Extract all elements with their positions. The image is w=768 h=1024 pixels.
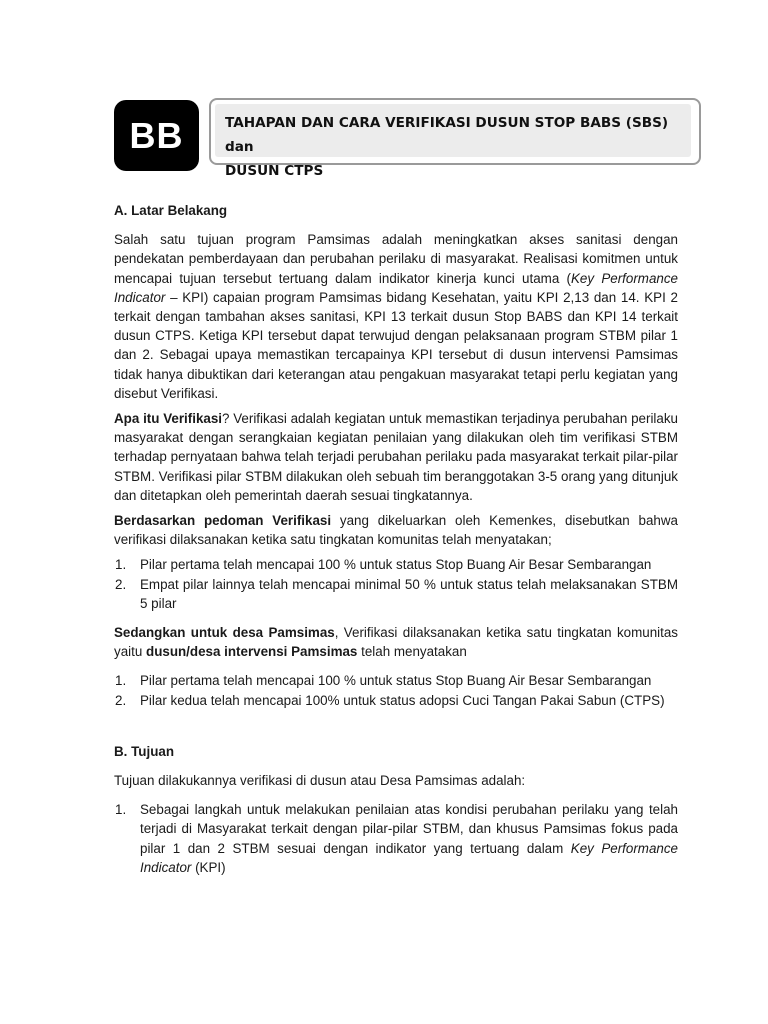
section-spacer bbox=[114, 716, 678, 734]
paragraph-text: ? Verifikasi adalah kegiatan untuk memastikan terjadinya perubahan perilaku masyarakat dengan serangkaian kegiatan penilaian yang dilakukan oleh tim verifikasi STBM terhadap pernyataan bahwa telah terjadi perubahan perilaku pada masyarakat terkait pilar-pilar STBM. Verifikasi pilar STBM dilakukan oleh sebuah tim beranggotakan 3-5 orang yang ditunjuk dan ditetapkan oleh pemerintah daerah sesuai tingkatannya. bbox=[114, 411, 678, 503]
list-item bbox=[114, 800, 678, 877]
paragraph-text: – KPI) capaian program Pamsimas bidang Kesehatan, yaitu KPI 2,13 dan 14. KPI 2 terkait dengan tambahan akses sanitasi, KPI 13 terkait dusun Stop BABS dan KPI 14 terkait dusun CTPS. Ketiga KPI tersebut dapat terwujud dengan pelaksanaan program STBM pilar 1 dan 2. Sebagai upaya memastikan tercapainya KPI tersebut di dusun intervensi Pamsimas tidak hanya dibuktikan dari keterangan atau pengakuan masyarakat tetapi perlu kegiatan yang disebut Verifikasi. bbox=[114, 289, 678, 401]
paragraph-bold-term: dusun/desa intervensi Pamsimas bbox=[146, 644, 358, 660]
section-a-paragraph-1 bbox=[114, 230, 678, 403]
paragraph-italic-term: Key Performance Indicator bbox=[114, 270, 679, 305]
chapter-title bbox=[215, 104, 691, 179]
paragraph-text: , Verifikasi dilaksanakan ketika satu tingkatan komunitas yaitu bbox=[114, 625, 678, 660]
list-number: 2. bbox=[115, 692, 127, 708]
objectives-list bbox=[114, 800, 678, 877]
paragraph-text: telah menyatakan bbox=[357, 644, 467, 660]
list-number: 1. bbox=[115, 557, 127, 573]
list-item bbox=[114, 671, 678, 690]
chapter-title-box bbox=[209, 98, 701, 179]
verification-criteria-list bbox=[114, 555, 678, 613]
list-number: 1. bbox=[115, 673, 127, 689]
document-body bbox=[114, 201, 678, 883]
section-a-heading: A. Latar Belakang bbox=[114, 203, 228, 218]
list-item-text: Empat pilar lainnya telah mencapai minimal 50 % untuk status telah melaksanakan STBM 5 pilar bbox=[140, 576, 678, 611]
list-item-text: Pilar kedua telah mencapai 100% untuk status adopsi Cuci Tangan Pakai Sabun (CTPS) bbox=[140, 692, 665, 708]
list-number: 1. bbox=[115, 802, 127, 818]
chapter-badge bbox=[114, 100, 199, 171]
chapter-title-line2: DUSUN CTPS bbox=[225, 163, 324, 179]
list-item-text: Pilar pertama telah mencapai 100 % untuk status Stop Buang Air Besar Sembarangan bbox=[140, 673, 652, 689]
section-a-paragraph-4 bbox=[114, 623, 678, 661]
list-item-text: Pilar pertama telah mencapai 100 % untuk status Stop Buang Air Besar Sembarangan bbox=[140, 557, 652, 573]
chapter-title-line1: TAHAPAN DAN CARA VERIFIKASI DUSUN STOP BABS (SBS) dan bbox=[225, 115, 669, 155]
list-number: 2. bbox=[115, 576, 127, 592]
pamsimas-criteria-list bbox=[114, 671, 678, 709]
section-b-heading: B. Tujuan bbox=[114, 743, 175, 759]
list-item bbox=[114, 555, 678, 574]
paragraph-bold-term: Berdasarkan pedoman Verifikasi bbox=[114, 513, 332, 529]
list-item-italic-term: Key Performance Indicator bbox=[140, 840, 679, 875]
paragraph-text: Salah satu tujuan program Pamsimas adalah meningkatkan akses sanitasi dengan pendekatan pemberdayaan dan perubahan perilaku di masyarakat. Realisasi komitmen untuk mencapai tujuan tersebut tertuang dalam indikator kinerja kunci utama ( bbox=[114, 232, 678, 286]
section-a-paragraph-3 bbox=[114, 511, 678, 549]
section-b-intro: Tujuan dilakukannya verifikasi di dusun atau Desa Pamsimas adalah: bbox=[114, 773, 526, 789]
list-item-text: Sebagai langkah untuk melakukan penilaian atas kondisi perubahan perilaku yang telah terjadi di Masyarakat terkait dengan pilar-pilar STBM, dan khusus Pamsimas fokus pada pilar 1 dan 2 STBM sesuai dengan indikator yang tertuang dalam bbox=[140, 802, 678, 856]
list-item bbox=[114, 575, 678, 613]
paragraph-bold-term: Sedangkan untuk desa Pamsimas bbox=[114, 625, 335, 641]
section-a-paragraph-2 bbox=[114, 409, 678, 505]
paragraph-text: yang dikeluarkan oleh Kemenkes, disebutkan bahwa verifikasi dilaksanakan ketika satu tingkatan komunitas telah menyatakan; bbox=[114, 513, 678, 548]
chapter-badge-label: BB bbox=[129, 114, 184, 156]
list-item-text: (KPI) bbox=[191, 859, 226, 875]
paragraph-bold-term: Apa itu Verifikasi bbox=[114, 411, 223, 427]
list-item bbox=[114, 691, 678, 710]
